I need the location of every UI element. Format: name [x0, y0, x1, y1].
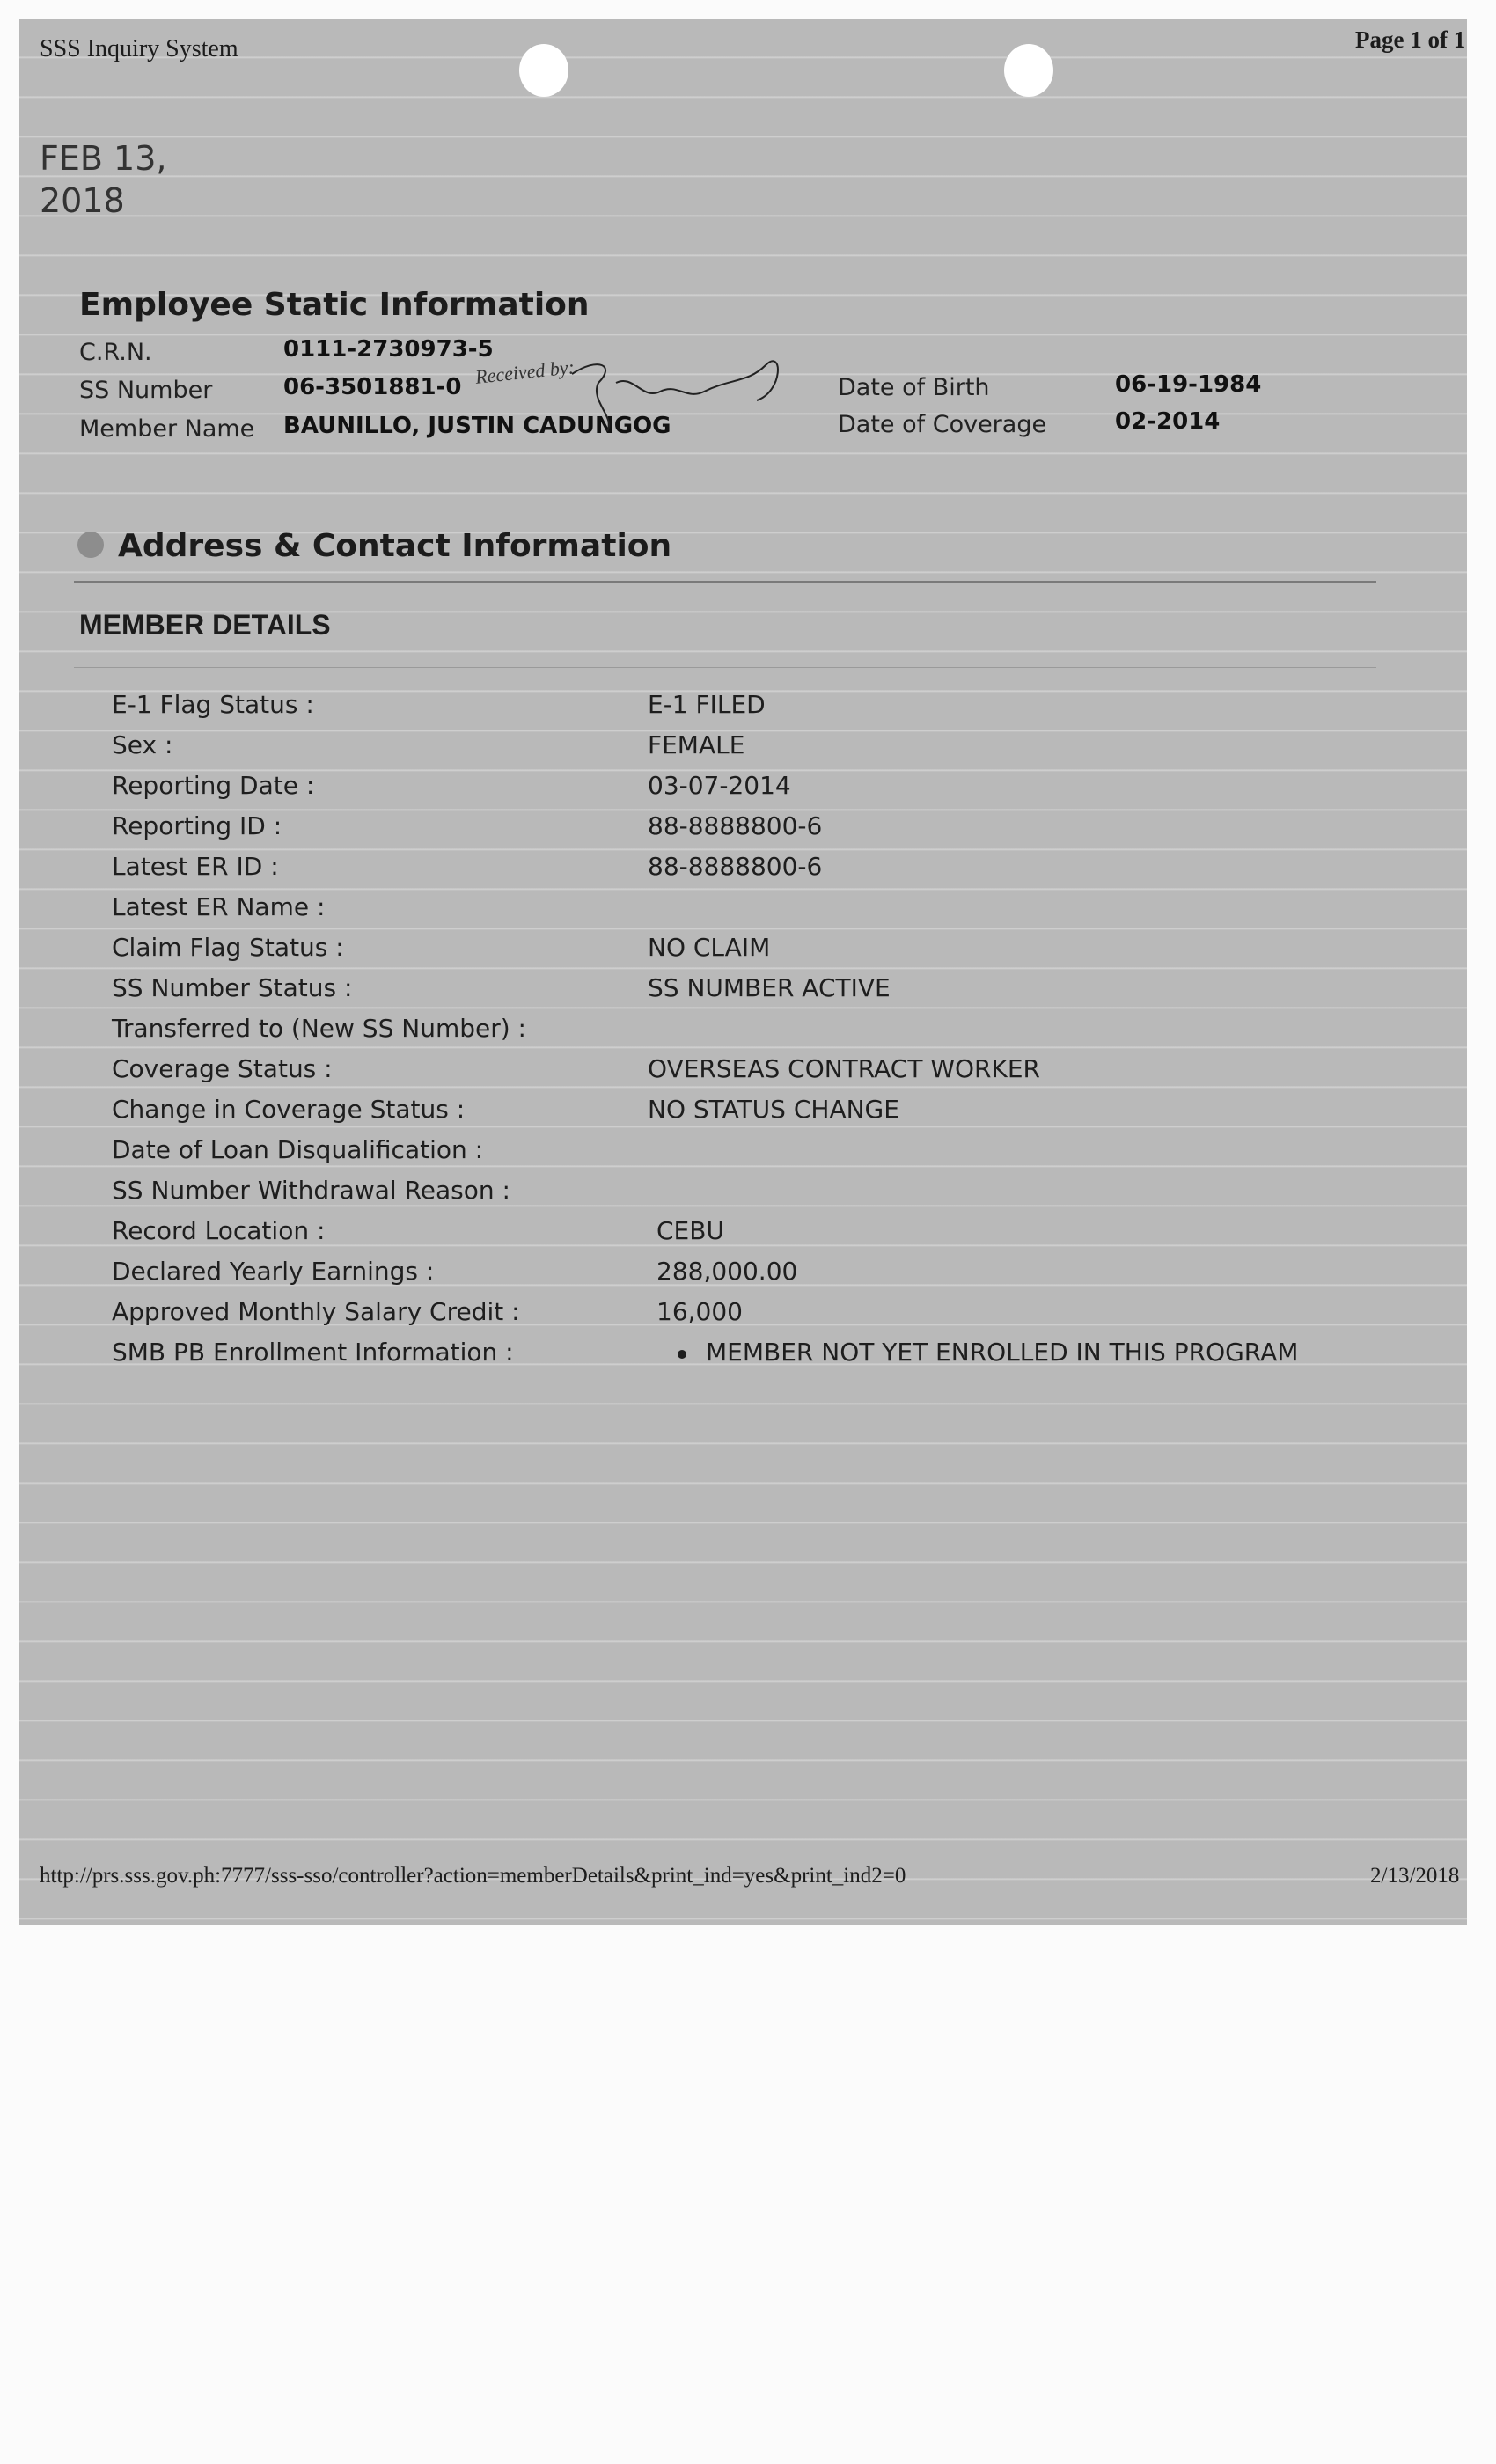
detail-label: SMB PB Enrollment Information :	[112, 1338, 514, 1367]
detail-label: Date of Loan Disqualification :	[112, 1135, 484, 1164]
coverage-date-value: 02-2014	[1115, 408, 1221, 435]
punch-hole	[1004, 44, 1053, 97]
member-name-label: Member Name	[79, 415, 255, 443]
detail-value: SS NUMBER ACTIVE	[648, 973, 891, 1002]
ss-number-label: SS Number	[79, 377, 213, 404]
detail-value: NO STATUS CHANGE	[648, 1095, 899, 1124]
punch-hole	[519, 44, 568, 97]
detail-label: Coverage Status :	[112, 1054, 333, 1083]
detail-value: MEMBER NOT YET ENROLLED IN THIS PROGRAM	[706, 1338, 1299, 1367]
detail-label: Latest ER Name :	[112, 892, 326, 921]
detail-label: Declared Yearly Earnings :	[112, 1257, 435, 1286]
detail-value: 88-8888800-6	[648, 811, 823, 840]
stamp-date-line1: FEB 13,	[40, 139, 167, 178]
footer-url: http://prs.sss.gov.ph:7777/sss-sso/controller?action=memberDetails&print_ind=yes&print_ind2=0	[40, 1864, 906, 1888]
detail-label: SS Number Status :	[112, 973, 353, 1002]
detail-value: NO CLAIM	[648, 933, 771, 962]
detail-value: 16,000	[656, 1297, 743, 1326]
dob-value: 06-19-1984	[1115, 371, 1262, 398]
detail-value: 88-8888800-6	[648, 852, 823, 881]
static-info-title: Employee Static Information	[79, 287, 590, 323]
stamp-date-line2: 2018	[40, 181, 125, 220]
bullet-icon	[678, 1350, 686, 1359]
page-indicator: Page 1 of 1	[1355, 26, 1466, 53]
detail-label: Claim Flag Status :	[112, 933, 344, 962]
ss-number-value: 06-3501881-0	[283, 374, 462, 400]
signature	[563, 348, 801, 436]
detail-label: Transferred to (New SS Number) :	[112, 1014, 526, 1043]
divider	[74, 667, 1376, 668]
footer-date: 2/13/2018	[1370, 1864, 1460, 1888]
handwritten-note: Received by:	[473, 356, 576, 388]
dob-label: Date of Birth	[838, 374, 990, 401]
coverage-date-label: Date of Coverage	[838, 411, 1047, 438]
member-name-value: BAUNILLO, JUSTIN CADUNGOG	[283, 413, 671, 439]
detail-label: Sex :	[112, 730, 173, 759]
detail-value: 03-07-2014	[648, 771, 791, 800]
detail-label: Reporting ID :	[112, 811, 282, 840]
member-details-title: MEMBER DETAILS	[79, 609, 331, 641]
address-section-title[interactable]: Address & Contact Information	[118, 528, 672, 564]
detail-label: Change in Coverage Status :	[112, 1095, 466, 1124]
detail-value: 288,000.00	[656, 1257, 798, 1286]
detail-value: FEMALE	[648, 730, 745, 759]
detail-value: CEBU	[656, 1216, 724, 1245]
detail-label: Reporting Date :	[112, 771, 315, 800]
divider	[74, 581, 1376, 583]
app-title: SSS Inquiry System	[40, 35, 238, 62]
detail-value: E-1 FILED	[648, 690, 766, 719]
crn-value: 0111-2730973-5	[283, 336, 494, 363]
crn-label: C.R.N.	[79, 339, 152, 366]
detail-label: Latest ER ID :	[112, 852, 279, 881]
expand-icon[interactable]	[77, 532, 104, 558]
detail-label: SS Number Withdrawal Reason :	[112, 1176, 510, 1205]
detail-label: Record Location :	[112, 1216, 326, 1245]
detail-label: Approved Monthly Salary Credit :	[112, 1297, 520, 1326]
detail-value: OVERSEAS CONTRACT WORKER	[648, 1054, 1041, 1083]
detail-label: E-1 Flag Status :	[112, 690, 314, 719]
